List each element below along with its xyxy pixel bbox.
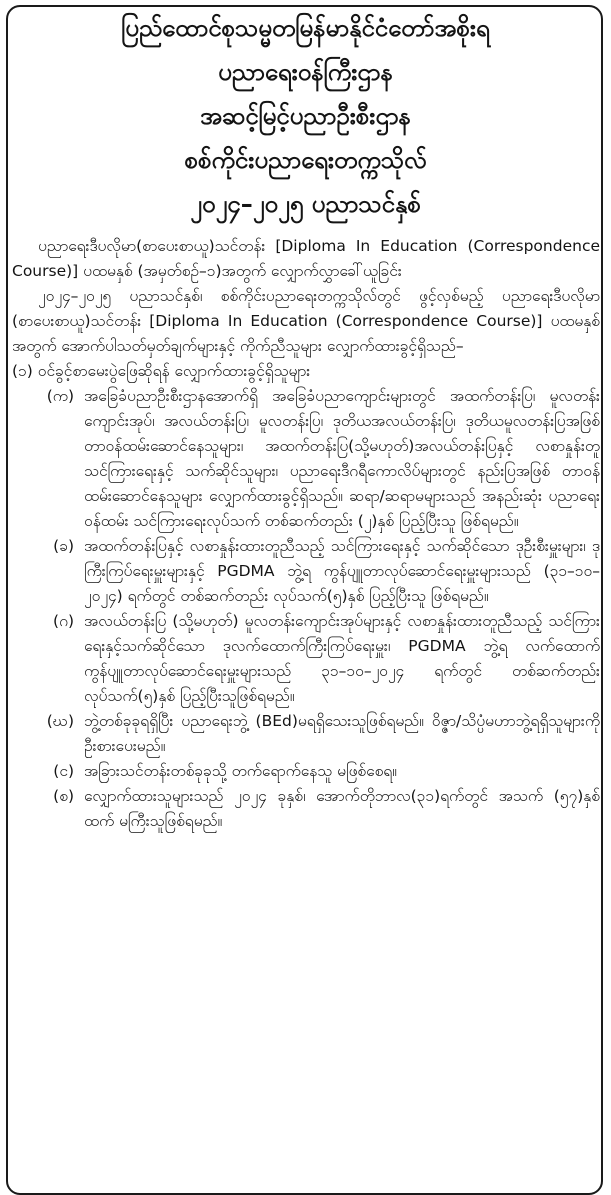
heading-government: ပြည်ထောင်စုသမ္မတမြန်မာနိုင်ငံတော်အစိုးရ bbox=[121, 14, 490, 42]
item-marker: (စ) bbox=[53, 787, 74, 805]
item-marker: (ခ) bbox=[53, 537, 74, 555]
item-marker: (ဃ) bbox=[46, 712, 74, 730]
section-heading: (၁) ဝင်ခွင့်စာမေးပွဲဖြေဆိုရန် လျှောက်ထားခွင့်ရှိသူများ bbox=[12, 362, 311, 380]
list-item bbox=[12, 759, 600, 784]
list-item bbox=[12, 534, 600, 609]
notice-body bbox=[12, 234, 600, 834]
heading-university: စစ်ကိုင်းပညာရေးတက္ကသိုလ် bbox=[184, 146, 427, 174]
list-item bbox=[12, 609, 600, 709]
item-text: အခြားသင်တန်းတစ်ခုခုသို့ တက်ရောက်နေသူ မဖြစ်စေရ။ bbox=[84, 762, 397, 780]
notice-header bbox=[0, 6, 611, 226]
item-text: ဘွဲ့တစ်ခုခုရရှိပြီး ပညာရေးဘွဲ့ (BEd)မရရှိသေးသူဖြစ်ရမည်။ ဝိဇ္ဇာ/သိပ္ပံမဟာဘွဲ့ရရှိသူများကို ဦးစားပေးမည်။ bbox=[84, 712, 600, 755]
intro-paragraph: ၂၀၂၄–၂၀၂၅ ပညာသင်နှစ်၊ စစ်ကိုင်းပညာရေးတက္ကသိုလ်တွင် ဖွင့်လှစ်မည့် ပညာရေးဒီပလိုမာ (စာပေးစာယူ)သင်တန်း [Diploma In Education (Correspondence Course)] ပထမနှစ်အတွက် အောက်ပါသတ်မှတ်ချက်များနှင့် ကိုက်ညီသူများ လျှောက်ထားခွင့်ရှိသည်– bbox=[12, 287, 600, 355]
item-text: လျှောက်ထားသူများသည် ၂၀၂၄ ခုနှစ်၊ အောက်တိုဘာလ(၃၁)ရက်တွင် အသက် (၅၇)နှစ်ထက် မကြီးသူဖြစ်ရမည်။ bbox=[84, 787, 600, 830]
item-marker: (ဂ) bbox=[53, 612, 74, 630]
item-text: အခြေခံပညာဦးစီးဌာနအောက်ရှိ အခြေခံပညာကျောင်းများတွင် အထက်တန်းပြ၊ မူလတန်း ကျောင်းအုပ်၊ အလယ်တန်းပြ၊ မူလတန်းပြ၊ ဒုတိယအလယ်တန်းပြ၊ ဒုတိယမူလတန်းပြအဖြစ် တာဝန်ထမ်းဆောင်နေသူများ၊ အထက်တန်းပြ(သို့မဟုတ်)အလယ်တန်းပြနှင့် လစာနှုန်းတူသင်ကြားရေးနှင့် သက်ဆိုင်သူများ၊ ပညာရေးဒီဂရီကောလိပ်များတွင် နည်းပြအဖြစ် တာဝန်ထမ်းဆောင်နေသူများ လျှောက်ထားခွင့်ရှိသည်။ ဆရာ/ဆရာမများသည် အနည်းဆုံး ပညာရေးဝန်ထမ်း သင်ကြားရေးလုပ်သက် တစ်ဆက်တည်း (၂)နှစ် ပြည့်ပြီးသူ ဖြစ်ရမည်။ bbox=[84, 387, 600, 530]
list-item bbox=[12, 384, 600, 534]
item-marker: (က) bbox=[46, 387, 74, 405]
item-marker: (င) bbox=[53, 762, 74, 780]
notice-subject: ပညာရေးဒီပလိုမာ(စာပေးစာယူ)သင်တန်း [Diploma In Education (Correspondence Course)] ပထမနှစ် (အမှတ်စဉ်–၁)အတွက် လျှောက်လွှာခေါ်ယူခြင်း bbox=[12, 237, 600, 280]
list-item bbox=[12, 784, 600, 834]
heading-ministry: ပညာရေးဝန်ကြီးဌာန bbox=[218, 58, 393, 86]
heading-department: အဆင့်မြင့်ပညာဦးစီးဌာန bbox=[200, 102, 411, 130]
item-text: အလယ်တန်းပြ (သို့မဟုတ်) မူလတန်းကျောင်းအုပ်များနှင့် လစာနှုန်းထားတူညီသည့် သင်ကြားရေးနှင့်သက်ဆိုင်သော ဒုလက်ထောက်ကြီးကြပ်ရေးမှူး၊ PGDMA ဘွဲ့ရ လက်ထောက်ကွန်ပျူတာလုပ်ဆောင်ရေးမှူးများသည် ၃၁–၁၀–၂၀၂၄ ရက်တွင် တစ်ဆက်တည်း လုပ်သက်(၅)နှစ် ပြည့်ပြီးသူဖြစ်ရမည်။ bbox=[84, 612, 600, 705]
list-item bbox=[12, 709, 600, 759]
heading-academic-year: ၂၀၂၄–၂၀၂၅ ပညာသင်နှစ် bbox=[190, 190, 421, 218]
item-text: အထက်တန်းပြနှင့် လစာနှုန်းထားတူညီသည့် သင်ကြားရေးနှင့် သက်ဆိုင်သော ဒုဦးစီးမှူးများ၊ ဒုကြီးကြပ်ရေးမှူးများနှင့် PGDMA ဘွဲ့ရ ကွန်ပျူတာလုပ်ဆောင်ရေးမှူးများသည် (၃၁–၁၀–၂၀၂၄) ရက်တွင် တစ်ဆက်တည်း လုပ်သက်(၅)နှစ် ပြည့်ပြီးသူ ဖြစ်ရမည်။ bbox=[84, 537, 600, 605]
